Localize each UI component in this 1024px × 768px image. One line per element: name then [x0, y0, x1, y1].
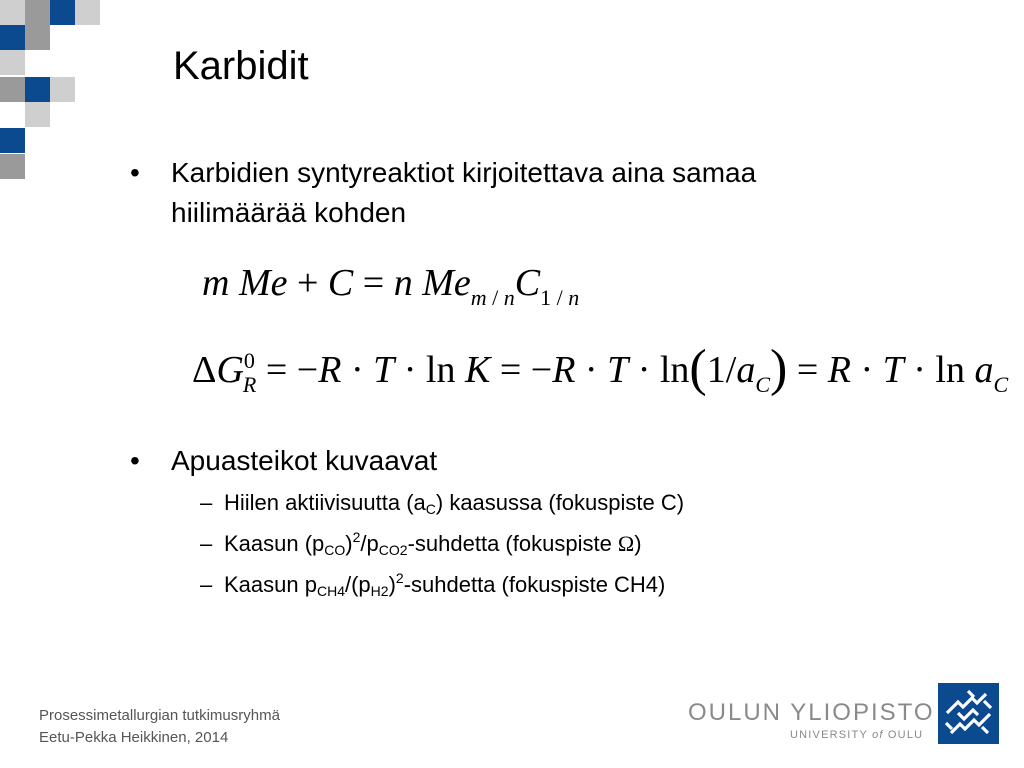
- corner-square: [0, 128, 25, 153]
- corner-square: [25, 102, 50, 127]
- bullet-text: Apuasteikot kuvaavat: [171, 445, 438, 476]
- footer: [39, 705, 280, 749]
- university-logo-icon: [938, 683, 999, 744]
- bullet-text: Karbidien syntyreaktiot kirjoitettava aina samaa: [171, 157, 757, 188]
- corner-square: [25, 77, 50, 102]
- corner-square: [25, 25, 50, 50]
- gibbs-energy-equation: $\Delta G^0_R = -R \cdot T \cdot \ln K = -R \cdot T \cdot \ln(1/a_C) = R \cdot T \cdot \ln a_C$: [192, 340, 1009, 397]
- sub-bullet-dash: –: [200, 531, 213, 556]
- corner-square: [0, 77, 25, 102]
- corner-square: [0, 25, 25, 50]
- slide-title: Karbidit: [173, 44, 309, 88]
- corner-square: [50, 0, 75, 25]
- corner-square: [75, 0, 100, 25]
- sub-bullet-dash: –: [200, 572, 213, 597]
- footer-research-group: Prosessimetallurgian tutkimusryhmä: [39, 707, 280, 724]
- university-name: OULUN YLIOPISTO: [688, 699, 935, 726]
- bullet-text: hiilimäärää kohden: [171, 197, 407, 228]
- sub-bullet-dash: –: [200, 490, 213, 515]
- bullet-dot: •: [130, 445, 140, 476]
- university-subtitle: UNIVERSITY of OULU: [790, 729, 924, 741]
- corner-square: [0, 50, 25, 75]
- sub-bullet-item: – Kaasun $p_{CH4}/(p_{H2})^2$-suhdetta (fokuspiste CH4): [200, 570, 666, 599]
- corner-square: [0, 154, 25, 179]
- corner-square: [25, 0, 50, 25]
- bullet-dot: •: [130, 157, 140, 188]
- corner-square: [0, 0, 25, 25]
- reaction-equation: m Me + C = n $Me_{m / n}C_{1 / n}$: [202, 262, 580, 310]
- sub-bullet-item: – Hiilen aktiivisuutta $(a_C)$ kaasussa (fokuspiste C): [200, 490, 685, 517]
- footer-author: Eetu-Pekka Heikkinen, 2014: [39, 729, 229, 746]
- corner-square: [50, 77, 75, 102]
- sub-bullet-item: – Kaasun $(p_{CO})^2/p_{CO2}$-suhdetta (fokuspiste Ω): [200, 529, 642, 558]
